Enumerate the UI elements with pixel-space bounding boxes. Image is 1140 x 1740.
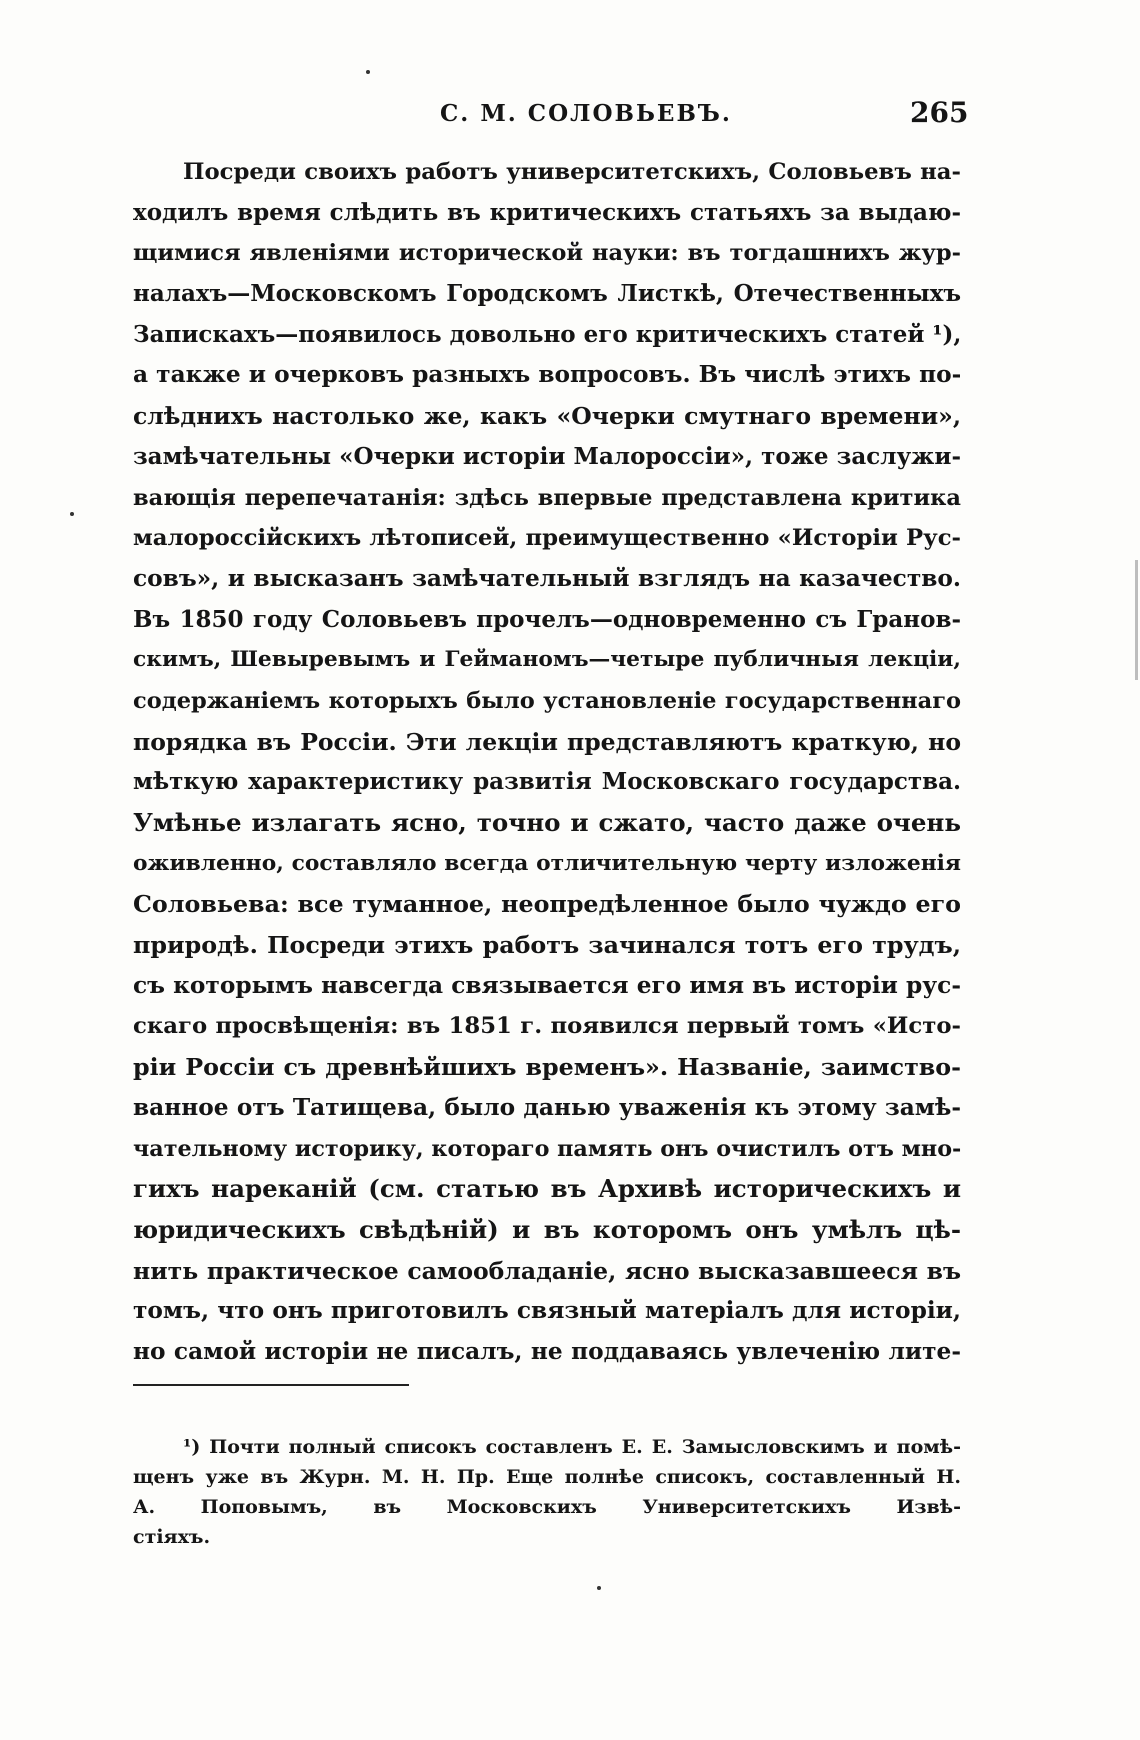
text-line: томъ, что онъ приготовилъ связный матеріалъ для исторіи, [133, 1297, 961, 1325]
text-line: слѣднихъ настолько же, какъ «Очерки смутнаго времени», [133, 402, 961, 431]
text-line: а также и очерковъ разныхъ вопросовъ. Въ числѣ этихъ по- [133, 361, 962, 389]
text-line: малороссійскихъ лѣтописей, преимущественно «Исторіи Рус- [133, 525, 961, 552]
page-number: 265 [910, 96, 969, 129]
footnote-line: стіяхъ. [133, 1526, 211, 1548]
text-line: ванное отъ Татищева, было данью уваженія къ этому замѣ- [133, 1093, 961, 1121]
body-text [133, 152, 961, 1373]
footnotes [133, 1432, 961, 1552]
text-line: но самой исторіи не писалъ, не поддаваясь увлеченію лите- [133, 1337, 961, 1365]
text-line: налахъ—Московскомъ Городскомъ Листкѣ, Отечественныхъ [133, 280, 961, 308]
text-line: Умѣнье излагать ясно, точно и сжато, часто даже очень [133, 808, 961, 837]
text-line: вающія перепечатанія: здѣсь впервые представлена критика [133, 484, 961, 511]
text-line: чательному историку, котораго память онъ очистилъ отъ мно- [133, 1135, 962, 1162]
text-line: совъ», и высказанъ замѣчательный взглядъ на казачество. [133, 564, 961, 592]
text-line: природѣ. Посреди этихъ работъ зачинался тотъ его трудъ, [133, 931, 961, 960]
text-line: щимися явленіями исторической науки: въ тогдашнихъ жур- [133, 240, 961, 267]
footnote-line: щенъ уже въ Журн. М. Н. Пр. Еще полнѣе списокъ, составленный Н. [133, 1466, 961, 1488]
text-line: Посреди своихъ работъ университетскихъ, Соловьевъ на- [183, 159, 961, 185]
running-head-title: С. М. СОЛОВЬЕВЪ. [440, 100, 732, 127]
text-line: ріи Россіи съ древнѣйшихъ временъ». Названіе, заимство- [133, 1053, 961, 1082]
text-line: Запискахъ—появилось довольно его критическихъ статей ¹), [133, 320, 962, 348]
scan-speck [366, 70, 370, 74]
text-line: ходилъ время слѣдить въ критическихъ статьяхъ за выдаю- [133, 198, 961, 226]
scan-edge-shadow [1135, 560, 1138, 680]
scan-speck [597, 1586, 601, 1590]
text-line: скимъ, Шевыревымъ и Гейманомъ—четыре публичныя лекціи, [133, 647, 961, 673]
text-line: гихъ нареканій (см. статью въ Архивѣ историческихъ и [133, 1174, 961, 1204]
text-line: нить практическое самообладаніе, ясно высказавшееся въ [133, 1256, 961, 1285]
text-line: Въ 1850 году Соловьевъ прочелъ—одновременно съ Гранов- [133, 605, 961, 633]
text-line: замѣчательны «Очерки исторіи Малороссіи», тоже заслужи- [133, 442, 961, 470]
footnote-rule [133, 1384, 409, 1386]
text-line: порядка въ Россіи. Эти лекціи представляютъ краткую, но [133, 727, 961, 756]
scan-speck [70, 512, 74, 516]
text-line: содержаніемъ которыхъ было установленіе государственнаго [133, 687, 961, 714]
text-line: мѣткую характеристику развитія Московскаго государства. [133, 768, 961, 796]
footnote-line: А. Поповымъ, въ Московскихъ Университетскихъ Извѣ- [133, 1496, 961, 1518]
text-line: оживленно, составляло всегда отличительную черту изложенія [133, 850, 961, 876]
text-line: скаго просвѣщенія: въ 1851 г. появился первый томъ «Исто- [133, 1013, 961, 1040]
text-line: юридическихъ свѣдѣній) и въ которомъ онъ умѣлъ цѣ- [133, 1214, 961, 1244]
running-head [0, 96, 1140, 136]
text-line: съ которымъ навсегда связывается его имя въ исторіи рус- [133, 971, 961, 999]
text-line: Соловьева: все туманное, неопредѣленное было чуждо его [133, 890, 961, 919]
footnote-line: ¹) Почти полный списокъ составленъ Е. Е. Замысловскимъ и помѣ- [183, 1436, 961, 1458]
